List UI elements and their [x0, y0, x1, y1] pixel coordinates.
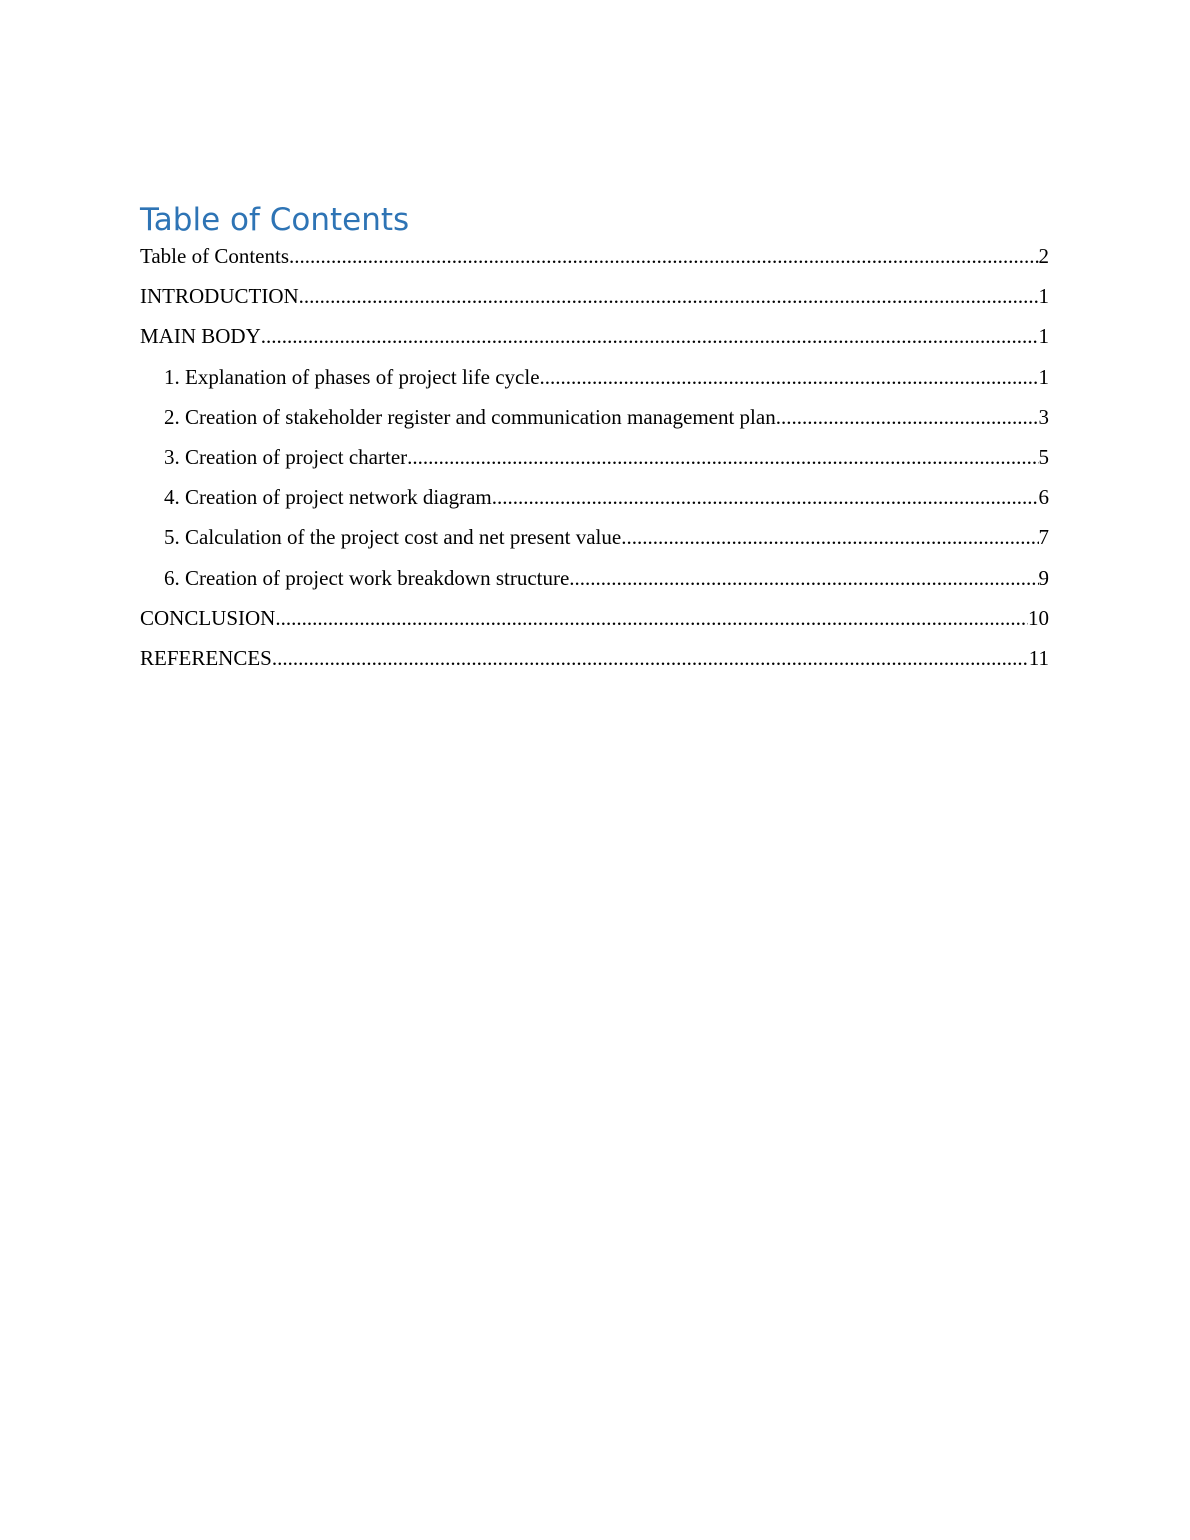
toc-entry[interactable] [140, 642, 1049, 682]
toc-entry[interactable] [140, 562, 1049, 602]
toc-entry[interactable] [140, 240, 1049, 280]
toc-entry-page-number: 1 [1038, 364, 1049, 389]
toc-entry[interactable] [140, 602, 1049, 642]
toc-entry-page-number: 7 [1038, 525, 1049, 550]
table-of-contents [140, 200, 1049, 682]
toc-entry[interactable] [140, 401, 1049, 441]
toc-entry-title: 6. Creation of project work breakdown structure [164, 565, 570, 590]
toc-entry-page-number: 6 [1038, 485, 1049, 510]
toc-entry-page-number: 1 [1038, 284, 1049, 309]
toc-heading: Table of Contents [140, 202, 410, 238]
toc-dot-leader [275, 602, 1028, 634]
toc-dot-leader [299, 280, 1039, 312]
toc-entry-title: Table of Contents [140, 244, 289, 268]
toc-entry[interactable] [140, 280, 1049, 320]
toc-dot-leader [407, 441, 1038, 473]
toc-entry-page-number: 3 [1038, 404, 1049, 429]
toc-entry[interactable] [140, 481, 1049, 521]
toc-entry[interactable] [140, 441, 1049, 481]
toc-entry-page-number: 9 [1038, 565, 1049, 590]
toc-entry[interactable] [140, 361, 1049, 401]
toc-entry-page-number: 5 [1038, 444, 1049, 469]
toc-dot-leader [261, 320, 1039, 352]
toc-entry-page-number: 11 [1028, 645, 1049, 670]
toc-dot-leader [272, 642, 1029, 674]
toc-entry-page-number: 10 [1028, 605, 1049, 630]
toc-entry-title: REFERENCES [140, 645, 272, 670]
toc-dot-leader [540, 361, 1039, 393]
toc-entry-title: 2. Creation of stakeholder register and communication management plan [164, 404, 776, 429]
toc-dot-leader [492, 481, 1039, 513]
toc-entry-page-number: 1 [1038, 324, 1049, 349]
toc-entry-title: 5. Calculation of the project cost and net present value [164, 525, 622, 550]
toc-entry[interactable] [140, 521, 1049, 561]
toc-entry-title: 1. Explanation of phases of project life cycle [164, 364, 540, 389]
toc-dot-leader [569, 562, 1038, 594]
toc-entry-title: CONCLUSION [140, 605, 276, 630]
toc-entry-title: INTRODUCTION [140, 284, 299, 309]
toc-entry-title: 3. Creation of project charter [164, 444, 408, 469]
toc-list [140, 240, 1049, 682]
toc-dot-leader [776, 401, 1039, 433]
toc-entry-title: MAIN BODY [140, 324, 261, 349]
toc-entry[interactable] [140, 320, 1049, 360]
toc-entry-title: 4. Creation of project network diagram [164, 485, 492, 510]
toc-dot-leader [621, 521, 1038, 553]
toc-dot-leader [289, 240, 1039, 272]
toc-entry-page-number: 2 [1038, 244, 1049, 268]
